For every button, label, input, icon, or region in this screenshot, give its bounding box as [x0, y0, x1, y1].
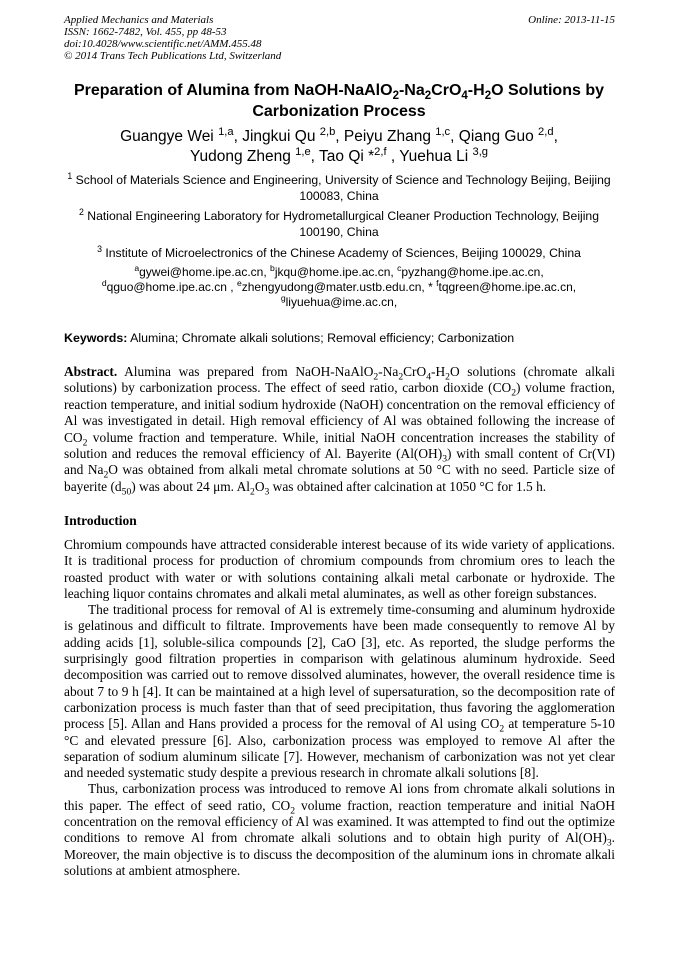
email-f[interactable]: * $^f$tqgreen@home.ipe.ac.cn, [428, 278, 577, 294]
author: Peiyu Zhang $^{1,c}$ [343, 125, 451, 145]
online-date: Online: 2013-11-15 [528, 14, 615, 26]
keywords-text: Alumina; Chromate alkali solutions; Removal efficiency; Carbonization [130, 331, 515, 345]
doi-line: doi:10.4028/www.scientific.net/AMM.455.48 [64, 38, 262, 50]
abstract: Abstract. Alumina was prepared from NaOH-$NaAlO_2-Na_2CrO_4-H_2O$ solutions (chromate alkali solutions) by carbonization process. The effect of seed ratio, carbon dioxide $(CO_2)$ volume fraction, reaction temperature, and initial sodium hydroxide (NaOH) concentration on the removal efficiency of Al was investigated in detail. High removal efficiency of Al was obtained following the increase of $CO_2$ volume fraction and temperature. While, initial NaOH concentration increases the stability of solution and reduces the removal efficiency of Al. Bayerite $(Al(OH)_3)$ with small content of Cr(VI) and $Na_2O$ was obtained from alkali metal chromate solutions at 50 °C with no seed. Particle size of bayerite $(d_{50})$ was about 24 μm. $Al_2O_3$ was obtained after calcination at 1050 °C for 1.5 h. [64, 364, 616, 498]
journal-header [64, 14, 281, 62]
issn-line: ISSN: 1662-7482, Vol. 455, pp 48-53 [64, 26, 227, 38]
introduction-body [64, 537, 615, 879]
email-c[interactable]: $^c$pyzhang@home.ipe.ac.cn, [397, 263, 544, 279]
paragraph: Chromium compounds have attracted considerable interest because of its wide variety of applications. It is traditional process for production of chromium compounds from chromium ores to leach the roasted product with water or with solutions containing alkali metal carbonate or hydroxide. The leaching liquor contains chromates and alkali metal aluminates, as well as other foreign substances. [64, 537, 615, 601]
author: Qiang Guo $^{2,d}$ [458, 125, 554, 145]
author: Tao Qi *$^{2,f}$ [319, 145, 387, 165]
affiliation-2: $^2$ National Engineering Laboratory for Hydrometallurgical Cleaner Production Technology, Beijing 100190, China [79, 206, 599, 239]
author: Guangye Wei $^{1,a}$ [120, 125, 234, 145]
paragraph: The traditional process for removal of Al is extremely time-consuming and aluminum hydroxide is gelatinous and difficult to filtrate. Improvements have been made consequently to remove Al by adding acids [1], soluble-silica compounds [2], CaO [3], etc. As reported, the sludge performs the surprisingly good filtration properties in comparison with gelatinous aluminum hydroxide. Seed decomposition was carried out to remove dissolved aluminates, however, the overall residence time is about 7 to 9 h [4]. It can be maintained at a high level of supersaturation, so the decomposition rate of carbonization process is much faster than that of seed precipitation, thus favoring the agglomeration process [5]. Allan and Hans provided a process for the removal of Al using $CO_2$ at temperature 5-10 °C and elevated pressure [6]. Also, carbonization process was employed to remove Al after the separation of sodium aluminum silicate [7]. However, mechanism of carbonization was not yet clear and needed systematic study despite a previous research in chromate alkali solutions [8]. [64, 602, 615, 781]
abstract-label: Abstract. [64, 364, 118, 379]
email-d[interactable]: $^d$qguo@home.ipe.ac.cn , [101, 278, 234, 294]
paragraph: Thus, carbonization process was introduced to remove Al ions from chromate alkali solutions in this paper. The effect of seed ratio, $CO_2$ volume fraction, reaction temperature and initial NaOH concentration on the removal efficiency of Al was examined. It was attempted to find out the optimize conditions to remove Al from chromate alkali solutions and to obtain high purity of $Al(OH)_3$. Moreover, the main objective is to discuss the decomposition of the aluminum ions in chromate alkali solutions at ambient atmosphere. [64, 781, 615, 878]
email-b[interactable]: $^b$jkqu@home.ipe.ac.cn, [270, 263, 394, 279]
email-list [64, 265, 614, 310]
paper-title: Preparation of Alumina from NaOH-$NaAlO_2-Na_2CrO_4-H_2O$ Solutions by Carbonization Process [74, 82, 604, 120]
journal-name: Applied Mechanics and Materials [64, 14, 214, 26]
author-list: Guangye Wei $^{1,a}$, Jingkui Qu $^{2,b}$, Peiyu Zhang $^{1,c}$, Qiang Guo $^{2,d}$, Yudong Zheng $^{1,e}$, Tao Qi *$^{2,f}$ , Yuehua Li $^{3,g}$ [120, 125, 558, 165]
email-g[interactable]: $^g$liyuehua@ime.ac.cn, [280, 293, 398, 309]
affiliation-3: $^3$ Institute of Microelectronics of the Chinese Academy of Sciences, Beijing 100029, China [97, 243, 581, 260]
keywords [64, 331, 624, 346]
author: Yuehua Li $^{3,g}$ [399, 145, 488, 165]
author: Jingkui Qu $^{2,b}$ [242, 125, 336, 145]
author: Yudong Zheng $^{1,e}$ [190, 145, 311, 165]
copyright-line: © 2014 Trans Tech Publications Ltd, Switzerland [64, 50, 282, 62]
email-a[interactable]: $^a$gywei@home.ipe.ac.cn, [134, 263, 267, 279]
introduction-heading: Introduction [64, 513, 137, 528]
email-e[interactable]: $^e$zhengyudong@mater.ustb.edu.cn, [236, 278, 425, 294]
keywords-label: Keywords: [64, 331, 128, 345]
affiliation-1: $^1$ School of Materials Science and Engineering, University of Science and Technology Beijing, Beijing 100083, China [67, 170, 611, 203]
